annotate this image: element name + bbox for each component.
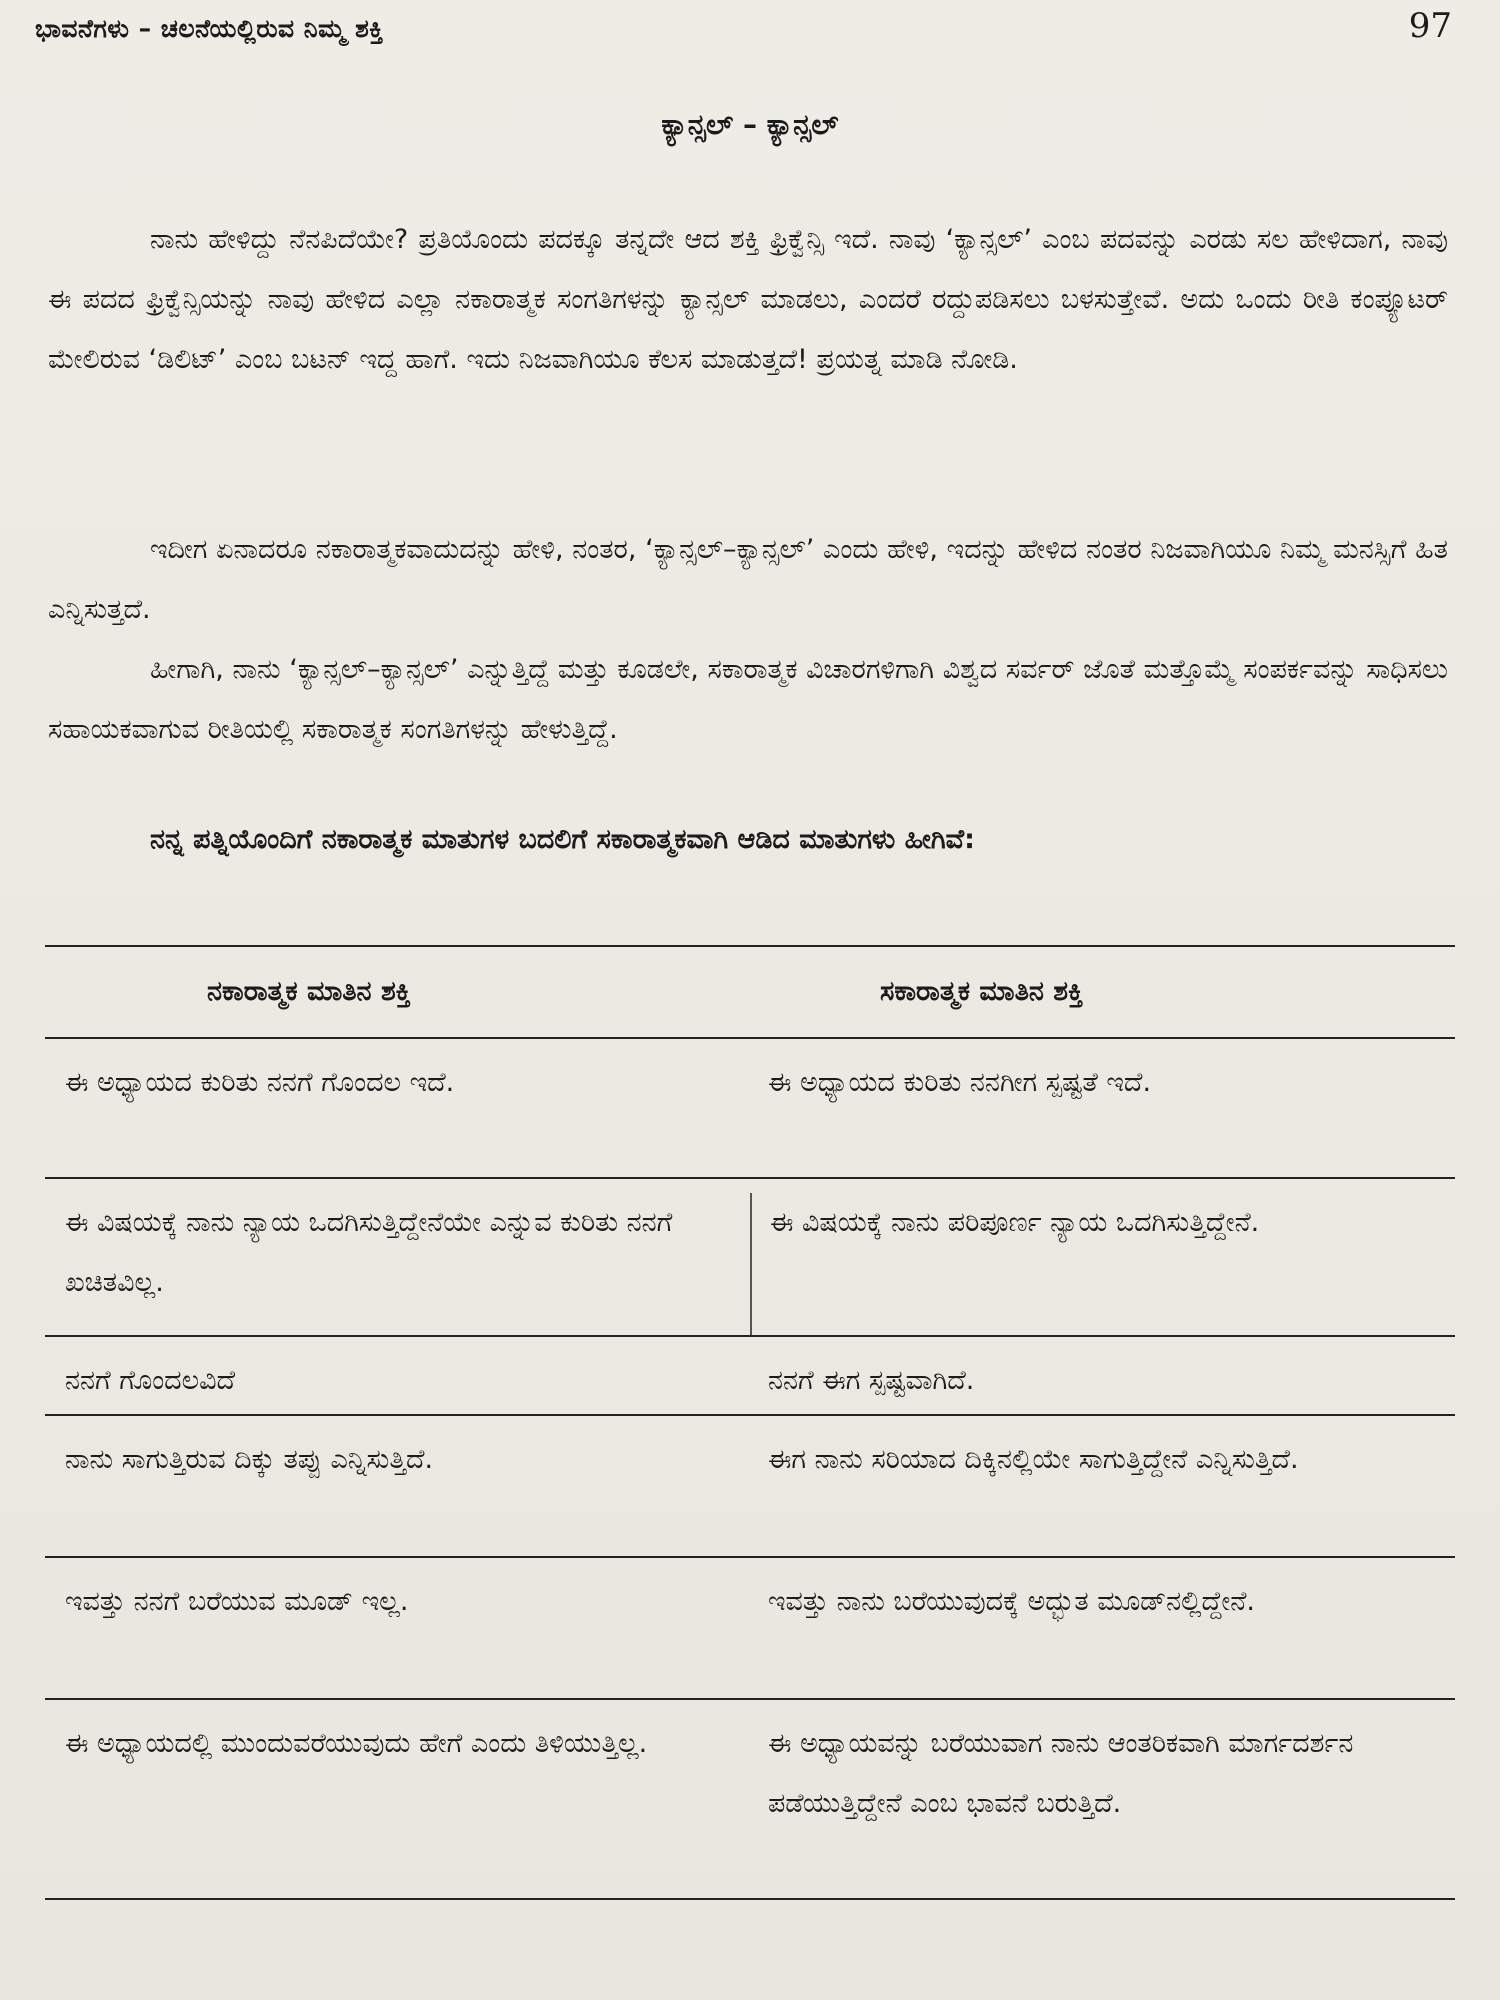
column-header-negative: ನಕಾರಾತ್ಮಕ ಮಾತಿನ ಶಕ್ತಿ xyxy=(207,976,411,1007)
paragraph: ನಾನು ಹೇಳಿದ್ದು ನೆನಪಿದೆಯೇ? ಪ್ರತಿಯೊಂದು ಪದಕ್ಕೂ ತನ್ನದೇ ಆದ ಶಕ್ತಿ ಫ್ರಿಕ್ವೆನ್ಸಿ ಇದೆ. ನಾವು ‘ಕ್ಯಾನ್ಸಲ್’ ಎಂಬ ಪದವನ್ನು ಎರಡು ಸಲ ಹೇಳಿದಾಗ, ನಾವು ಈ ಪದದ ಫ್ರಿಕ್ವೆನ್ಸಿಯನ್ನು ನಾವು ಹೇಳಿದ ಎಲ್ಲಾ ನಕಾರಾತ್ಮಕ ಸಂಗತಿಗಳನ್ನು ಕ್ಯಾನ್ಸಲ್ ಮಾಡಲು, ಎಂದರೆ ರದ್ದುಪಡಿಸಲು ಬಳಸುತ್ತೇವೆ. ಅದು ಒಂದು ರೀತಿ ಕಂಪ್ಯೂಟರ್ ಮೇಲಿರುವ ‘ಡಿಲಿಟ್’ ಎಂಬ ಬಟನ್ ಇದ್ದ ಹಾಗೆ. ಇದು ನಿಜವಾಗಿಯೂ ಕೆಲಸ ಮಾಡುತ್ತದೆ! ಪ್ರಯತ್ನ ಮಾಡಿ ನೋಡಿ. xyxy=(48,224,1448,375)
positive-cell: ಈ ವಿಷಯಕ್ಕೆ ನಾನು ಪರಿಪೂರ್ಣ ನ್ಯಾಯ ಒದಗಿಸುತ್ತಿದ್ದೇನೆ. xyxy=(750,1193,1455,1335)
paragraph: ಇದೀಗ ಏನಾದರೂ ನಕಾರಾತ್ಮಕವಾದುದನ್ನು ಹೇಳಿ, ನಂತರ, ‘ಕ್ಯಾನ್ಸಲ್–ಕ್ಯಾನ್ಸಲ್’ ಎಂದು ಹೇಳಿ, ಇದನ್ನು ಹೇಳಿದ ನಂತರ ನಿಜವಾಗಿಯೂ ನಿಮ್ಮ ಮನಸ್ಸಿಗೆ ಹಿತ ಎನ್ನಿಸುತ್ತದೆ. xyxy=(48,534,1448,625)
comparison-table xyxy=(45,945,1455,1900)
table-row xyxy=(45,1337,1455,1414)
table-row xyxy=(45,1179,1455,1335)
table-row xyxy=(45,1039,1455,1177)
table-rule xyxy=(45,1898,1455,1900)
negative-cell: ಈ ವಿಷಯಕ್ಕೆ ನಾನು ನ್ಯಾಯ ಒದಗಿಸುತ್ತಿದ್ದೇನೆಯೇ ಎನ್ನುವ ಕುರಿತು ನನಗೆ ಖಚಿತವಿಲ್ಲ. xyxy=(65,1207,673,1298)
running-header: ಭಾವನೆಗಳು – ಚಲನೆಯಲ್ಲಿರುವ ನಿಮ್ಮ ಶಕ್ತಿ xyxy=(35,14,384,43)
positive-cell: ಈ ಅಧ್ಯಾಯವನ್ನು ಬರೆಯುವಾಗ ನಾನು ಆಂತರಿಕವಾಗಿ ಮಾರ್ಗದರ್ಶನ ಪಡೆಯುತ್ತಿದ್ದೇನೆ ಎಂಬ ಭಾವನೆ ಬರುತ್ತಿದೆ. xyxy=(768,1728,1354,1819)
table-row xyxy=(45,1700,1455,1898)
negative-cell: ಈ ಅಧ್ಯಾಯದಲ್ಲಿ ಮುಂದುವರೆಯುವುದು ಹೇಗೆ ಎಂದು ತಿಳಿಯುತ್ತಿಲ್ಲ. xyxy=(65,1728,648,1759)
section-heading: ಕ್ಯಾನ್ಸಲ್ – ಕ್ಯಾನ್ಸಲ್ xyxy=(661,108,839,141)
negative-cell: ಇವತ್ತು ನನಗೆ ಬರೆಯುವ ಮೂಡ್ ಇಲ್ಲ. xyxy=(65,1586,409,1617)
positive-cell: ನನಗೆ ಈಗ ಸ್ಪಷ್ಟವಾಗಿದೆ. xyxy=(768,1365,975,1396)
page-number: 97 xyxy=(1408,6,1452,46)
paragraph: ಹೀಗಾಗಿ, ನಾನು ‘ಕ್ಯಾನ್ಸಲ್–ಕ್ಯಾನ್ಸಲ್’ ಎನ್ನುತ್ತಿದ್ದೆ ಮತ್ತು ಕೂಡಲೇ, ಸಕಾರಾತ್ಮಕ ವಿಚಾರಗಳಿಗಾಗಿ ವಿಶ್ವದ ಸರ್ವರ್ ಜೊತೆ ಮತ್ತೊಮ್ಮೆ ಸಂಪರ್ಕವನ್ನು ಸಾಧಿಸಲು ಸಹಾಯಕವಾಗುವ ರೀತಿಯಲ್ಲಿ ಸಕಾರಾತ್ಮಕ ಸಂಗತಿಗಳನ್ನು ಹೇಳುತ್ತಿದ್ದೆ. xyxy=(48,654,1448,745)
column-header-positive: ಸಕಾರಾತ್ಮಕ ಮಾತಿನ ಶಕ್ತಿ xyxy=(880,976,1084,1007)
negative-cell: ನನಗೆ ಗೊಂದಲವಿದೆ xyxy=(65,1365,236,1396)
positive-cell: ಈಗ ನಾನು ಸರಿಯಾದ ದಿಕ್ಕಿನಲ್ಲಿಯೇ ಸಾಗುತ್ತಿದ್ದೇನೆ ಎನ್ನಿಸುತ್ತಿದೆ. xyxy=(768,1444,1299,1475)
table-intro-paragraph: ನನ್ನ ಪತ್ನಿಯೊಂದಿಗೆ ನಕಾರಾತ್ಮಕ ಮಾತುಗಳ ಬದಲಿಗೆ ಸಕಾರಾತ್ಮಕವಾಗಿ ಆಡಿದ ಮಾತುಗಳು ಹೀಗಿವೆ: xyxy=(150,824,975,855)
table-row xyxy=(45,1416,1455,1556)
negative-cell: ಈ ಅಧ್ಯಾಯದ ಕುರಿತು ನನಗೆ ಗೊಂದಲ ಇದೆ. xyxy=(65,1067,455,1098)
positive-cell: ಈ ಅಧ್ಯಾಯದ ಕುರಿತು ನನಗೀಗ ಸ್ಪಷ್ಟತೆ ಇದೆ. xyxy=(768,1067,1152,1098)
negative-cell: ನಾನು ಸಾಗುತ್ತಿರುವ ದಿಕ್ಕು ತಪ್ಪು ಎನ್ನಿಸುತ್ತಿದೆ. xyxy=(65,1444,434,1475)
positive-cell: ಇವತ್ತು ನಾನು ಬರೆಯುವುದಕ್ಕೆ ಅದ್ಭುತ ಮೂಡ್‌ನಲ್ಲಿದ್ದೇನೆ. xyxy=(768,1586,1255,1617)
table-header-row xyxy=(45,947,1455,1037)
table-row xyxy=(45,1558,1455,1698)
